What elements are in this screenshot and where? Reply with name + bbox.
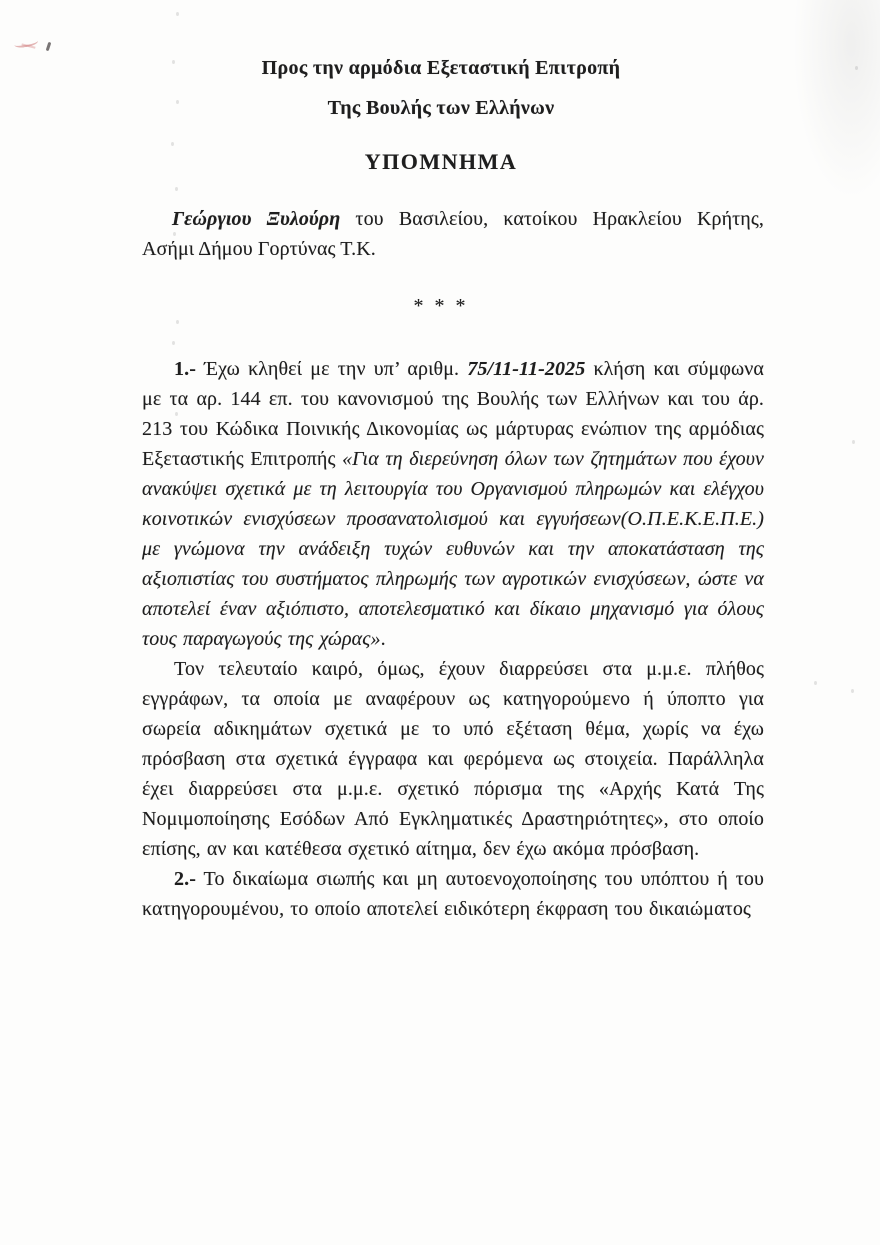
paragraph-1: [142, 354, 764, 654]
recipient-line-2: Της Βουλής των Ελλήνων: [327, 97, 555, 119]
paragraph-3-number: 2.-: [174, 868, 196, 890]
paragraph-1-lead: Έχω κληθεί με την υπ’ αριθμ.: [195, 358, 468, 380]
recipient-block: [130, 0, 752, 128]
paragraph-1-closing: .: [380, 628, 386, 650]
summons-reference-number: 75/11-11-2025: [467, 358, 586, 380]
author-name: Γεώργιου Ξυλούρη: [172, 208, 341, 230]
author-details-line-1: του Βασιλείου, κατοίκου Ηρακλείου Κρήτης,: [340, 208, 764, 230]
author-paragraph: [142, 204, 764, 264]
ink-speck: [46, 42, 52, 51]
author-line-1: [142, 204, 764, 234]
recipient-line-1: Προς την αρμόδια Εξεταστική Επιτροπή: [261, 57, 621, 79]
paragraph-3-body: Το δικαίωμα σιωπής και μη αυτοενοχοποίησης του υπόπτου ή του κατηγορουμένου, το οποίο αποτελεί ειδικότερη έκφραση του δικαιώματος: [142, 868, 764, 920]
document-content: [142, 0, 764, 924]
scan-speck: [851, 689, 854, 693]
paragraph-1-body: κλήση και σύμφωνα με τα αρ. 144 επ. του κανονισμού της Βουλής των Ελλήνων και του άρ. 213 του Κώδικα Ποινικής Δικονομίας ως μάρτυρας ενώπιον της αρμόδιας Εξεταστικής Επιτροπής: [142, 358, 765, 470]
scan-corner-noise: [785, 0, 880, 220]
pen-scribble-mark: [13, 36, 38, 49]
scan-speck: [852, 440, 855, 444]
paragraph-3: [142, 864, 764, 924]
author-details-line-2: Ασήμι Δήμου Γορτύνας Τ.Κ.: [142, 238, 376, 260]
paragraph-2: Τον τελευταίο καιρό, όμως, έχουν διαρρεύσει στα μ.μ.ε. πλήθος εγγράφων, τα οποία με αναφέρουν ως κατηγορούμενο ή ύποπτο για σωρεία αδικημάτων σχετικά με το υπό εξέταση θέμα, χωρίς να έχω πρόσβαση στα σχετικά έγγραφα και φερόμενα ως στοιχεία. Παράλληλα έχει διαρρεύσει στα μ.μ.ε. σχετικό πόρισμα της «Αρχής Κατά Της Νομιμοποίησης Εσόδων Από Εγκληματικές Δραστηριότητες», στο οποίο επίσης, αν και κατέθεσα σχετικό αίτημα, δεν έχω ακόμα πρόσβαση.: [142, 658, 764, 860]
section-separator: * * *: [413, 295, 469, 317]
committee-mandate-quote: «Για τη διερεύνηση όλων των ζητημάτων που έχουν ανακύψει σχετικά με τη λειτουργία του Οργανισμού πληρωμών και ελέγχου κοινοτικών ενισχύσεων προσανατολισμού και εγγυήσεων(Ο.Π.Ε.Κ.Ε.Π.Ε.) με γνώμονα την ανάδειξη τυχών ευθυνών και την αποκατάσταση της αξιοπιστίας του συστήματος πληρωμής των αγροτικών ενισχύσεων, ώστε να αποτελεί έναν αξιόπιστο, αποτελεσματικό και δίκαιο μηχανισμό για όλους τους παραγωγούς της χώρας»: [142, 448, 764, 650]
paragraph-1-number: 1.-: [174, 358, 196, 380]
scan-speck: [814, 681, 817, 685]
scan-speck: [855, 66, 858, 70]
pen-scribble-mark: [20, 43, 35, 52]
document-title: ΥΠΟΜΝΗΜΑ: [364, 149, 518, 174]
